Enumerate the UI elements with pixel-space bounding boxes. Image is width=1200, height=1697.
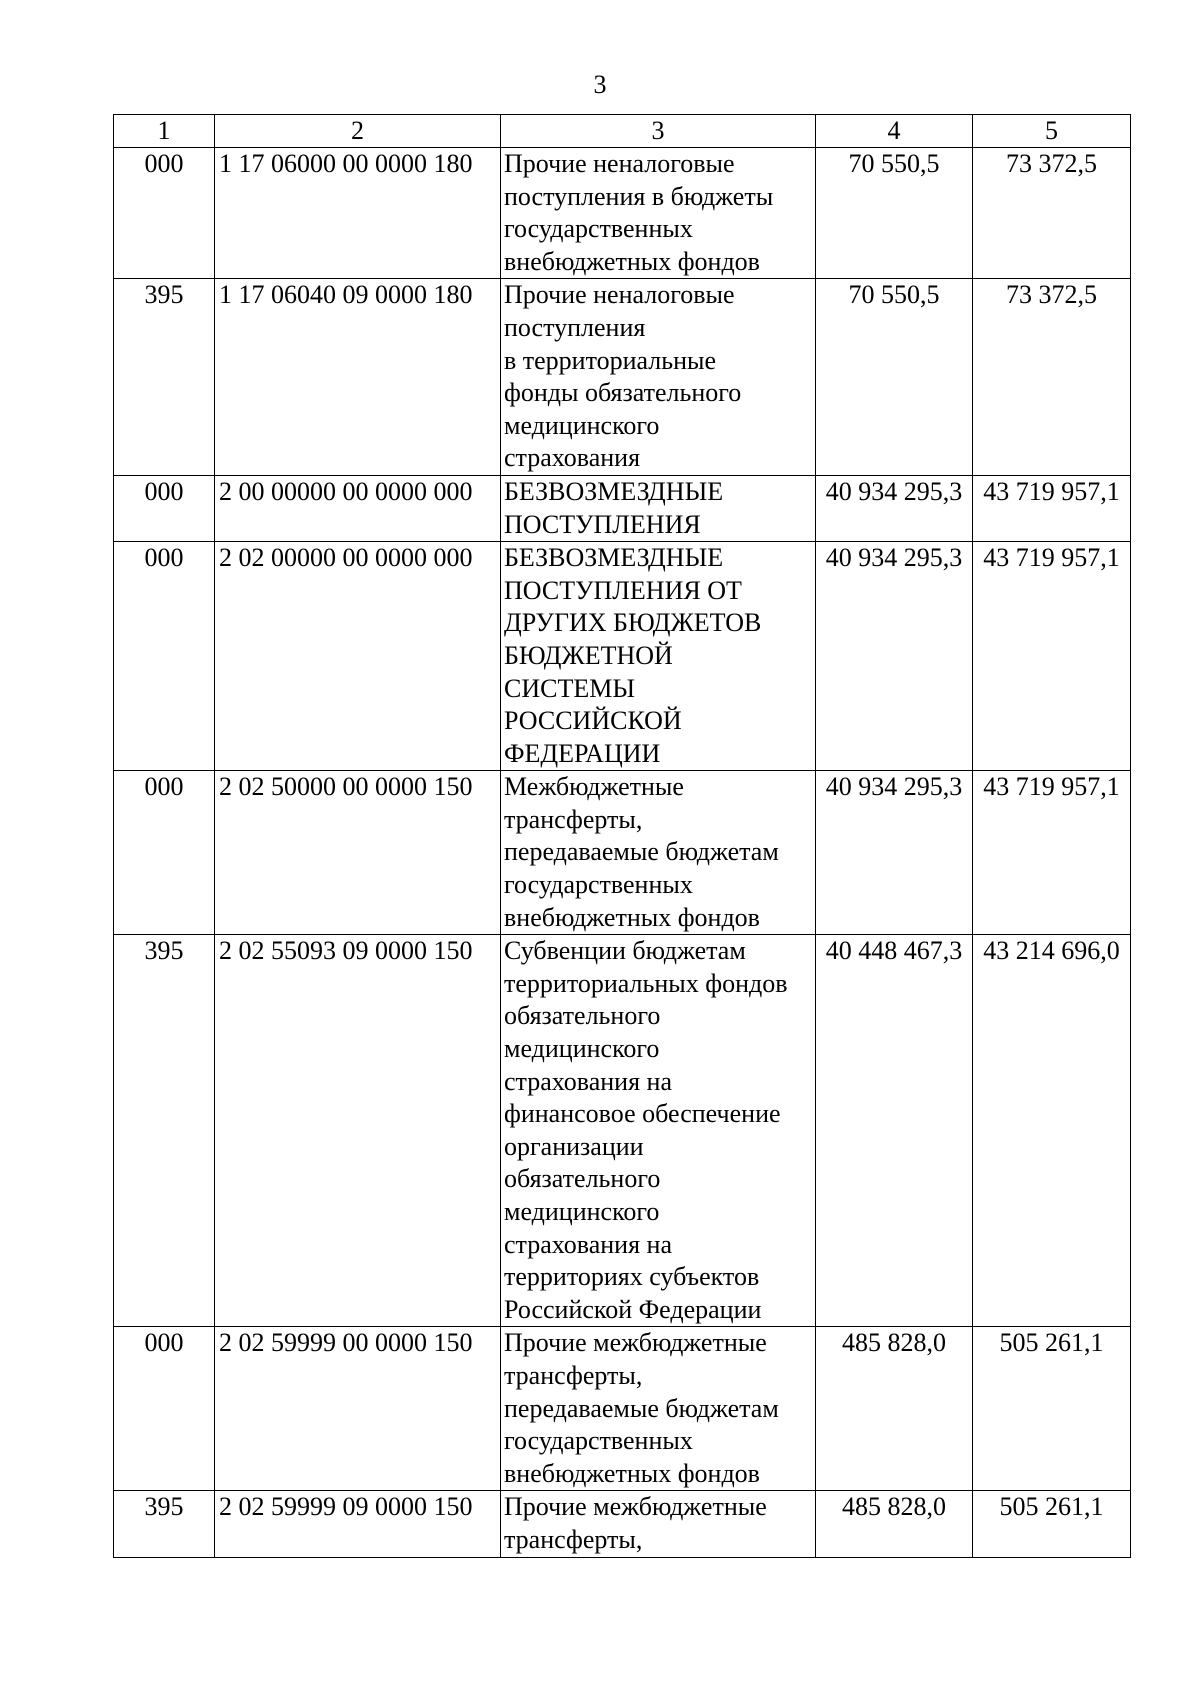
amount-year-2-cell: 43 214 696,0 <box>973 935 1131 1327</box>
revenue-name-cell <box>501 542 816 771</box>
budget-classification-code-cell: 1 17 06000 00 0000 180 <box>215 148 501 279</box>
amount-year-2-cell: 73 372,5 <box>973 279 1131 476</box>
revenue-name-line: Прочие неналоговые <box>504 149 735 178</box>
revenue-name-line: поступления <box>504 312 646 342</box>
budget-classification-code-cell: 2 02 59999 00 0000 150 <box>215 1327 501 1491</box>
budget-classification-code-cell: 2 00 00000 00 0000 000 <box>215 475 501 541</box>
admin-code-cell: 395 <box>114 935 215 1327</box>
budget-classification-code-cell: 2 02 50000 00 0000 150 <box>215 771 501 935</box>
amount-year-1-cell: 70 550,5 <box>816 148 973 279</box>
revenue-name-line: БЕЗВОЗМЕЗДНЫЕ <box>504 543 724 573</box>
table-row <box>114 935 1131 1327</box>
revenue-name-line: страхования на <box>504 1066 672 1096</box>
admin-code-cell: 000 <box>114 771 215 935</box>
revenue-name-line: государственных <box>504 1426 693 1456</box>
admin-code-cell: 000 <box>114 542 215 771</box>
revenue-name-line: обязательного <box>504 1164 661 1194</box>
revenue-name-line: финансовое обеспечение <box>504 1099 781 1129</box>
admin-code-cell: 000 <box>114 1327 215 1491</box>
revenue-name-line: страхования на <box>504 1229 672 1259</box>
revenue-name-line: Прочие межбюджетные <box>504 1328 767 1358</box>
amount-year-1-cell: 70 550,5 <box>816 279 973 476</box>
revenue-name-line: внебюджетных фондов <box>504 902 760 932</box>
revenue-name-cell <box>501 935 816 1327</box>
amount-year-2-cell: 43 719 957,1 <box>973 771 1131 935</box>
admin-code-cell: 395 <box>114 279 215 476</box>
amount-year-2-cell: 73 372,5 <box>973 148 1131 279</box>
revenue-name-line: медицинского <box>504 410 660 440</box>
column-header-2: 2 <box>215 115 501 148</box>
admin-code-cell: 000 <box>114 148 215 279</box>
budget-classification-code-cell: 1 17 06040 09 0000 180 <box>215 279 501 476</box>
amount-year-2-cell: 43 719 957,1 <box>973 542 1131 771</box>
revenue-name-line: РОССИЙСКОЙ <box>504 706 682 736</box>
table-row <box>114 542 1131 771</box>
amount-year-2-cell: 505 261,1 <box>973 1491 1131 1557</box>
revenue-name-line: Прочие межбюджетные <box>504 1492 767 1522</box>
amount-year-1-cell: 485 828,0 <box>816 1491 973 1557</box>
revenue-name-cell <box>501 1491 816 1557</box>
revenue-name-line: обязательного <box>504 1001 661 1031</box>
revenue-name-line: территориальных фондов <box>504 968 788 998</box>
revenue-name-cell <box>501 148 816 279</box>
revenue-name-cell <box>501 1327 816 1491</box>
budget-classification-code-cell: 2 02 55093 09 0000 150 <box>215 935 501 1327</box>
revenue-name-line: внебюджетных фондов <box>504 246 760 276</box>
revenue-name-line: фонды обязательного <box>504 378 742 408</box>
revenue-name-line: Прочие неналоговые <box>504 280 735 310</box>
table-row <box>114 279 1131 476</box>
revenue-name-line: поступления в бюджеты <box>504 181 774 211</box>
revenue-name-line: передаваемые бюджетам <box>504 837 779 867</box>
table-row <box>114 771 1131 935</box>
revenue-name-line: ПОСТУПЛЕНИЯ <box>504 509 701 539</box>
page-number: 3 <box>593 70 607 99</box>
revenue-name-line: трансферты, <box>504 1524 643 1554</box>
budget-table <box>113 114 1131 1558</box>
revenue-name-line: организации <box>504 1131 644 1161</box>
revenue-name-line: БЮДЖЕТНОЙ <box>504 640 673 670</box>
revenue-name-line: страхования <box>504 443 641 473</box>
budget-classification-code-cell: 2 02 00000 00 0000 000 <box>215 542 501 771</box>
admin-code-cell: 000 <box>114 475 215 541</box>
amount-year-1-cell: 40 448 467,3 <box>816 935 973 1327</box>
amount-year-2-cell: 505 261,1 <box>973 1327 1131 1491</box>
revenue-name-line: ДРУГИХ БЮДЖЕТОВ <box>504 608 762 638</box>
table-row <box>114 148 1131 279</box>
amount-year-1-cell: 40 934 295,3 <box>816 542 973 771</box>
column-header-1: 1 <box>114 115 215 148</box>
revenue-name-line: внебюджетных фондов <box>504 1458 760 1488</box>
table-row <box>114 1327 1131 1491</box>
table-row <box>114 475 1131 541</box>
column-header-3: 3 <box>501 115 816 148</box>
budget-classification-code-cell: 2 02 59999 09 0000 150 <box>215 1491 501 1557</box>
revenue-name-line: передаваемые бюджетам <box>504 1393 779 1423</box>
revenue-name-line: медицинского <box>504 1197 660 1226</box>
revenue-name-line: СИСТЕМЫ <box>504 673 636 703</box>
revenue-name-line: БЕЗВОЗМЕЗДНЫЕ <box>504 476 724 506</box>
amount-year-1-cell: 485 828,0 <box>816 1327 973 1491</box>
revenue-name-line: трансферты, <box>504 804 643 834</box>
amount-year-2-cell: 43 719 957,1 <box>973 475 1131 541</box>
revenue-name-line: ПОСТУПЛЕНИЯ ОТ <box>504 575 742 605</box>
revenue-name-cell <box>501 475 816 541</box>
revenue-name-line: Субвенции бюджетам <box>504 936 746 966</box>
admin-code-cell: 395 <box>114 1491 215 1557</box>
column-header-4: 4 <box>816 115 973 148</box>
revenue-name-cell <box>501 279 816 476</box>
table-row <box>114 1491 1131 1557</box>
revenue-name-line: территориях субъектов <box>504 1262 760 1292</box>
revenue-name-line: медицинского <box>504 1034 660 1064</box>
revenue-name-line: трансферты, <box>504 1360 643 1390</box>
column-header-5: 5 <box>973 115 1131 148</box>
revenue-name-line: государственных <box>504 870 693 900</box>
revenue-name-line: Межбюджетные <box>504 772 684 802</box>
table-header-row <box>114 115 1131 148</box>
amount-year-1-cell: 40 934 295,3 <box>816 475 973 541</box>
revenue-name-line: в территориальные <box>504 345 717 375</box>
amount-year-1-cell: 40 934 295,3 <box>816 771 973 935</box>
revenue-name-line: государственных <box>504 214 693 244</box>
revenue-name-line: ФЕДЕРАЦИИ <box>504 738 661 768</box>
revenue-name-line: Российской Федерации <box>504 1294 762 1324</box>
revenue-name-cell <box>501 771 816 935</box>
